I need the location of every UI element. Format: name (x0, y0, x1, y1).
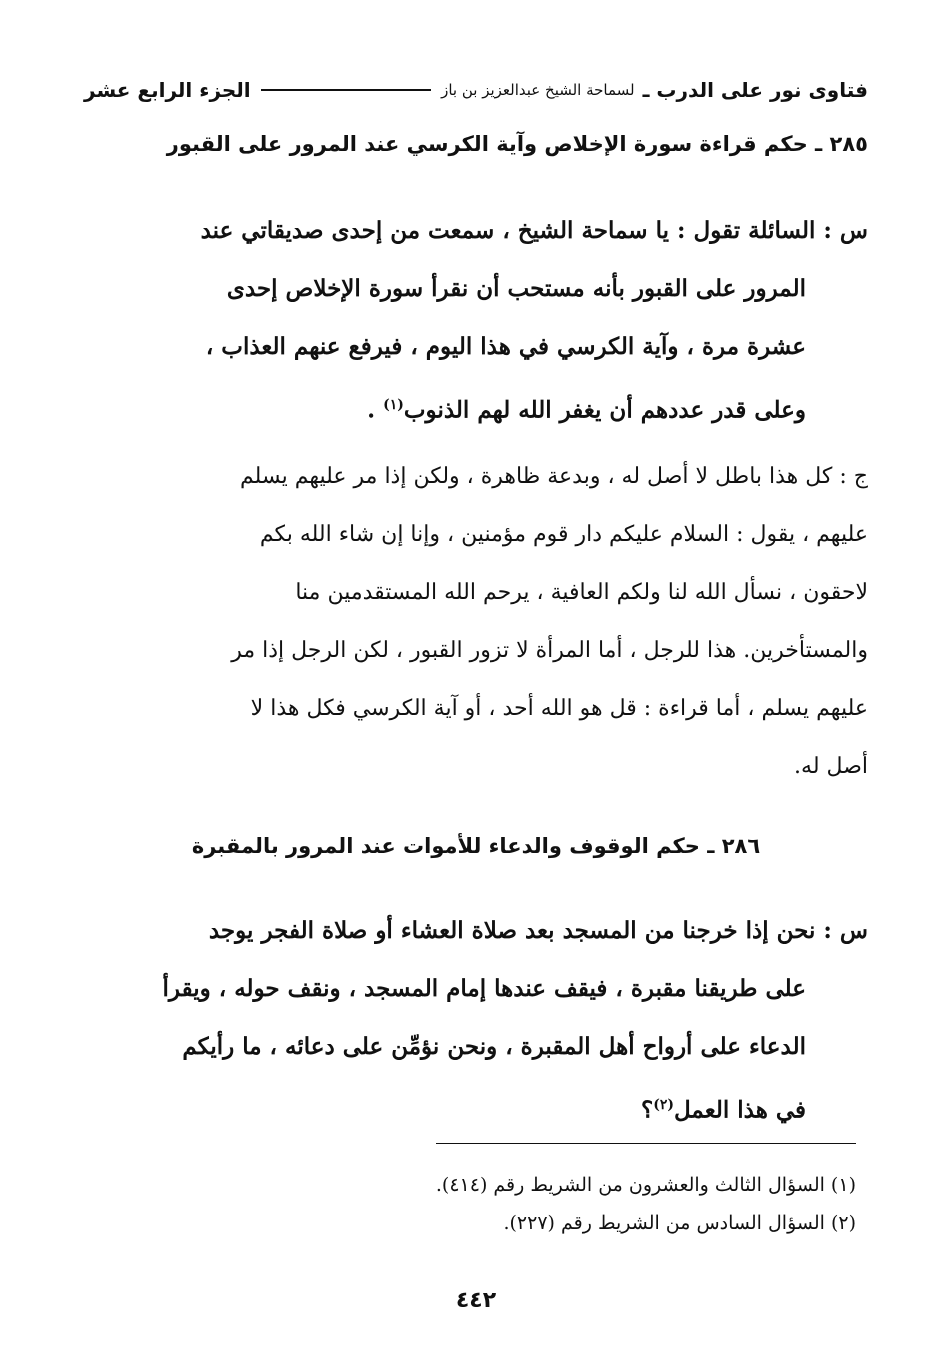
answer-line: ج : كل هذا باطل لا أصل له ، وبدعة ظاهرة ، ولكن إذا مر عليهم يسلم (240, 464, 868, 489)
author-name: لسماحة الشيخ عبدالعزيز بن باز (441, 81, 635, 99)
question-line: على طريقنا مقبرة ، فيقف عندها إمام المسجد ، ونقف حوله ، ويقرأ (162, 975, 806, 1002)
footnote-ref-1: (١) (383, 397, 404, 413)
question-line: عشرة مرة ، وآية الكرسي في هذا اليوم ، فيرفع عنهم العذاب ، (205, 333, 806, 360)
answer-line: والمستأخرين. هذا للرجل ، أما المرأة لا تزور القبور ، لكن الرجل إذا مر (231, 638, 868, 663)
question-line: المرور على القبور بأنه مستحب أن نقرأ سورة الإخلاص إحدى (226, 275, 806, 302)
footnote-1: (١) السؤال الثالث والعشرون من الشريط رقم (٤١٤). (435, 1174, 856, 1196)
question-end: ؟ (641, 1096, 654, 1124)
question-line: الدعاء على أرواح أهل المقبرة ، ونحن نؤمِّن على دعائه ، ما رأيكم (182, 1033, 806, 1060)
question-line-text: وعلى قدر عددهم أن يغفر الله لهم الذنوب (403, 396, 806, 424)
answer-line: عليهم يسلم ، أما قراءة : قل هو الله أحد ، أو آية الكرسي فكل هذا لا (250, 696, 868, 721)
question-line: س : السائلة تقول : يا سماحة الشيخ ، سمعت من إحدى صديقاتي عند (200, 217, 868, 244)
section-title-285: ٢٨٥ ـ حكم قراءة سورة الإخلاص وآية الكرسي عند المرور على القبور (166, 132, 868, 156)
header-rule (261, 89, 431, 91)
section-title-286: ٢٨٦ ـ حكم الوقوف والدعاء للأموات عند المرور بالمقبرة (191, 834, 761, 858)
book-title: فتاوى نور على الدرب ـ (642, 78, 868, 102)
footnote-ref-2: (٢) (653, 1097, 675, 1113)
question-line (84, 1076, 868, 1134)
footnote-2: (٢) السؤال السادس من الشريط رقم (٢٢٧). (503, 1212, 856, 1234)
running-header (84, 74, 868, 106)
answer-line: عليهم ، يقول : السلام عليكم دار قوم مؤمنين ، وإنا إن شاء الله بكم (259, 522, 868, 547)
page-number: ٤٤٢ (455, 1288, 497, 1313)
question-286 (84, 902, 868, 1134)
question-end: . (367, 396, 384, 424)
question-line (84, 376, 868, 434)
footnote-separator (436, 1143, 856, 1144)
question-line-text: في هذا العمل (674, 1096, 806, 1124)
footnotes (300, 1166, 856, 1242)
answer-285 (84, 448, 868, 796)
answer-line: أصل له. (794, 754, 868, 779)
question-285 (84, 202, 868, 434)
question-line: س : نحن إذا خرجنا من المسجد بعد صلاة العشاء أو صلاة الفجر يوجد (208, 917, 868, 944)
volume-part: الجزء الرابع عشر (84, 78, 251, 102)
answer-line: لاحقون ، نسأل الله لنا ولكم العافية ، يرحم الله المستقدمين منا (295, 580, 868, 605)
running-header-book (441, 78, 868, 102)
